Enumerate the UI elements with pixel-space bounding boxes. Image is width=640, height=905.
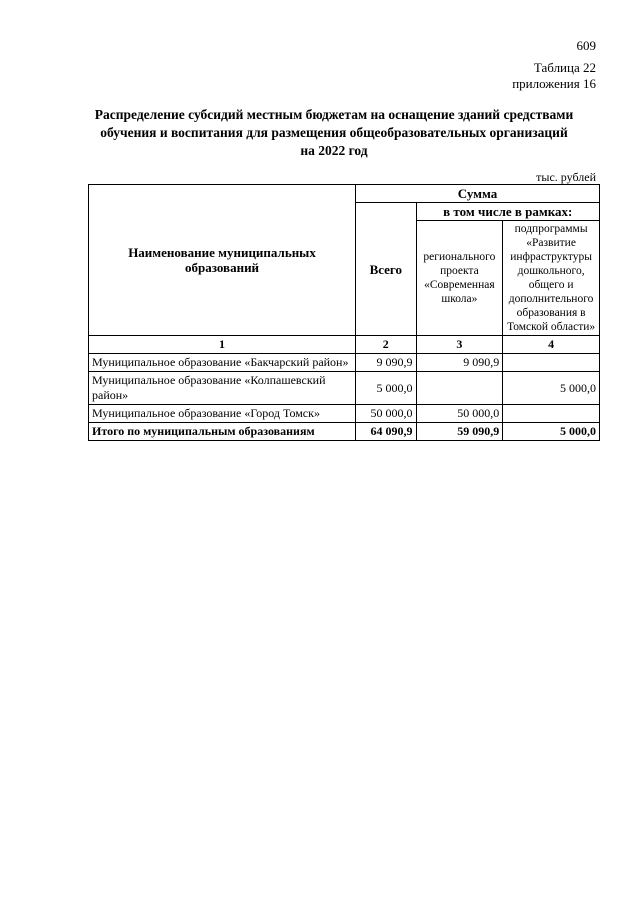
column-number: 1 (89, 336, 356, 354)
subsidy-table (88, 184, 600, 441)
regional-value (416, 372, 503, 405)
header-regional-project: регионального проекта «Современная школа» (416, 221, 503, 336)
column-number: 4 (503, 336, 600, 354)
header-including: в том числе в рамках: (416, 203, 599, 221)
total-row-label: Итого по муниципальным образованиям (89, 423, 356, 441)
total-row-total: 64 090,9 (356, 423, 417, 441)
subprogram-value (503, 405, 600, 423)
table-ref-line2: приложения 16 (512, 76, 596, 91)
subprogram-value: 5 000,0 (503, 372, 600, 405)
units-label: тыс. рублей (536, 170, 596, 184)
regional-value: 50 000,0 (416, 405, 503, 423)
column-number: 2 (356, 336, 417, 354)
title-line2: обучения и воспитания для размещения общеобразовательных организаций (100, 125, 568, 140)
municipality-name: Муниципальное образование «Город Томск» (89, 405, 356, 423)
header-sum: Сумма (356, 185, 600, 203)
municipality-name: Муниципальное образование «Бакчарский район» (89, 354, 356, 372)
total-value: 9 090,9 (356, 354, 417, 372)
table-row (89, 354, 600, 372)
total-row-subprogram: 5 000,0 (503, 423, 600, 441)
regional-value: 9 090,9 (416, 354, 503, 372)
column-number-row (89, 336, 600, 354)
total-row-regional: 59 090,9 (416, 423, 503, 441)
header-total: Всего (356, 203, 417, 336)
title-line1: Распределение субсидий местным бюджетам на оснащение зданий средствами (94, 107, 574, 122)
table-reference (512, 60, 596, 92)
table-row (89, 372, 600, 405)
header-row-1 (89, 185, 600, 203)
municipality-name: Муниципальное образование «Колпашевский район» (89, 372, 356, 405)
total-value: 50 000,0 (356, 405, 417, 423)
title-line3: на 2022 год (300, 143, 368, 158)
document-title (70, 106, 598, 160)
table-row (89, 405, 600, 423)
total-value: 5 000,0 (356, 372, 417, 405)
column-number: 3 (416, 336, 503, 354)
header-name: Наименование муниципальных образований (89, 185, 356, 336)
total-row (89, 423, 600, 441)
page-number: 609 (576, 38, 596, 53)
subprogram-value (503, 354, 600, 372)
table-ref-line1: Таблица 22 (533, 60, 596, 75)
header-subprogram: подпрограммы «Развитие инфраструктуры дошкольного, общего и дополнительного образования в Томской области» (503, 221, 600, 336)
